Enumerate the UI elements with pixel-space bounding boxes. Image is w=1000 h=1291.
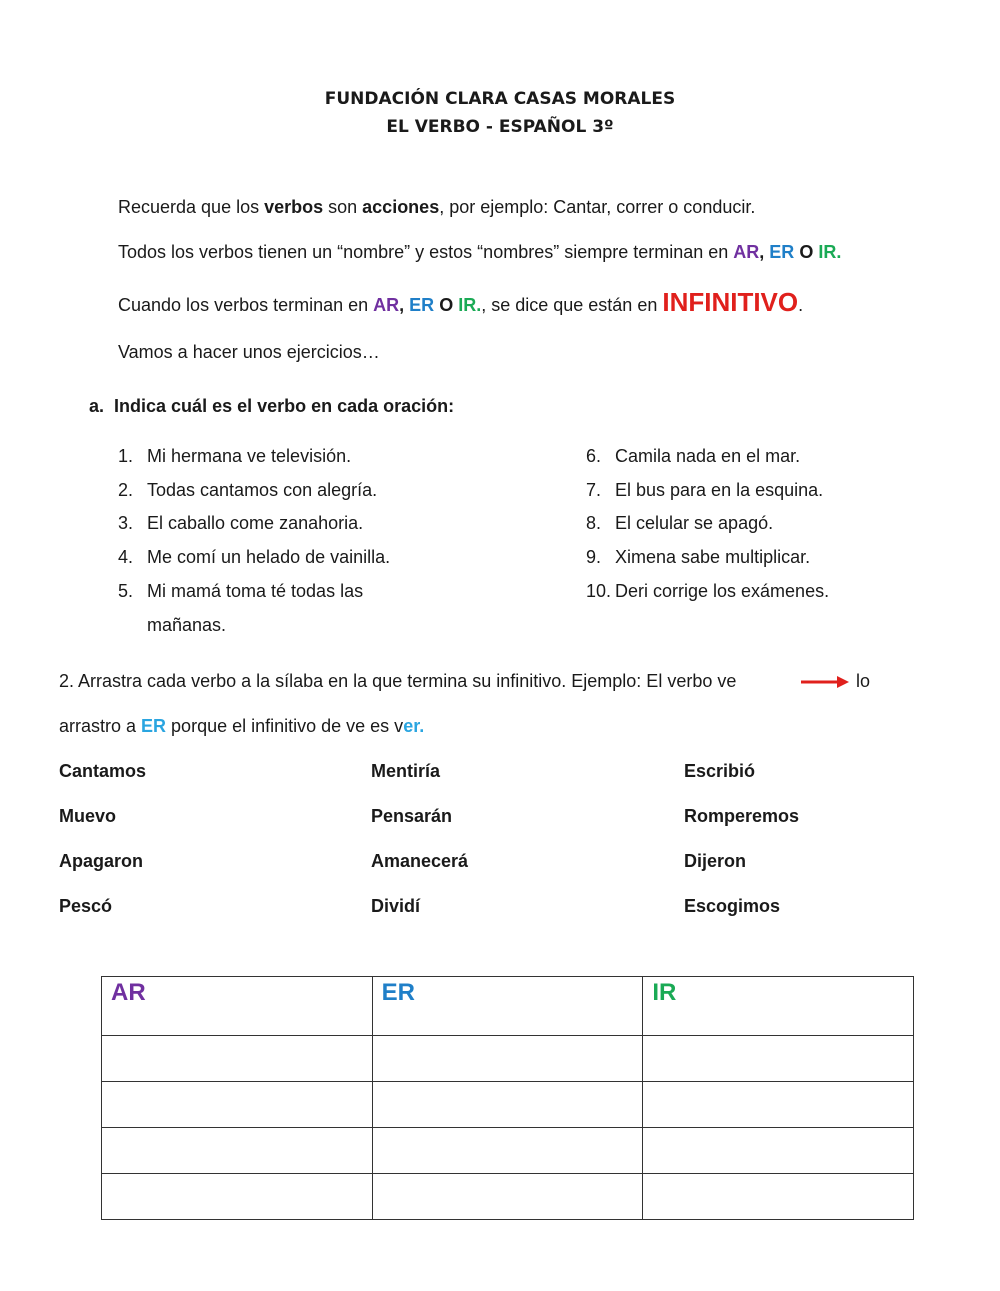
drop-zone-er[interactable] xyxy=(372,1082,643,1128)
verb-dividi[interactable]: Dividí xyxy=(371,896,421,916)
drop-zone-er[interactable] xyxy=(372,1174,643,1220)
drop-zone-ar[interactable] xyxy=(102,1174,373,1220)
list-item: 8. El celular se apagó. xyxy=(586,513,774,533)
classification-table xyxy=(101,976,914,1220)
drop-zone-ir[interactable] xyxy=(643,1174,914,1220)
drop-zone-ar[interactable] xyxy=(102,1128,373,1174)
document-title: FUNDACIÓN CLARA CASAS MORALES xyxy=(324,89,676,109)
verb-escogimos[interactable]: Escogimos xyxy=(684,896,781,916)
list-item: 9. Ximena sabe multiplicar. xyxy=(586,547,811,567)
verb-escribio[interactable]: Escribió xyxy=(684,761,756,781)
list-item: 10. Deri corrige los exámenes. xyxy=(586,581,830,601)
infinitivo-label: INFINITIVO xyxy=(662,287,799,317)
verb-pesco[interactable]: Pescó xyxy=(59,896,113,916)
table-header-ir: IR xyxy=(643,977,914,1036)
drop-zone-ar[interactable] xyxy=(102,1082,373,1128)
verb-mentiria[interactable]: Mentiría xyxy=(371,761,441,781)
list-item: 6. Camila nada en el mar. xyxy=(586,446,801,466)
verb-romperemos[interactable]: Romperemos xyxy=(684,806,800,826)
arrow-right-icon xyxy=(801,675,851,689)
list-item: 2. Todas cantamos con alegría. xyxy=(118,480,378,500)
drop-zone-ar[interactable] xyxy=(102,1036,373,1082)
verb-muevo[interactable]: Muevo xyxy=(59,806,117,826)
table-header-ar: AR xyxy=(102,977,373,1036)
table-header-er: ER xyxy=(372,977,643,1036)
drop-zone-ir[interactable] xyxy=(643,1128,914,1174)
verb-dijeron[interactable]: Dijeron xyxy=(684,851,747,871)
verb-apagaron[interactable]: Apagaron xyxy=(59,851,144,871)
section-2-instruction: 2. Arrastra cada verbo a la sílaba en la que termina su infinitivo. Ejemplo: El verbo ve xyxy=(59,671,737,691)
section-a-heading: a. Indica cuál es el verbo en cada oración: xyxy=(89,396,455,416)
drop-zone-er[interactable] xyxy=(372,1128,643,1174)
intro-paragraph-2: Todos los verbos tienen un “nombre” y estos “nombres” siempre terminan en AR, ER O IR. xyxy=(118,242,842,262)
section-2-instruction-end: lo xyxy=(856,671,871,691)
drop-zone-ir[interactable] xyxy=(643,1082,914,1128)
list-item: 3. El caballo come zanahoria. xyxy=(118,513,364,533)
verb-amanecera[interactable]: Amanecerá xyxy=(371,851,469,871)
verb-cantamos[interactable]: Cantamos xyxy=(59,761,147,781)
verb-pensaran[interactable]: Pensarán xyxy=(371,806,453,826)
drop-zone-ir[interactable] xyxy=(643,1036,914,1082)
intro-paragraph-1: Recuerda que los verbos son acciones, por ejemplo: Cantar, correr o conducir. xyxy=(118,197,756,217)
drop-zone-er[interactable] xyxy=(372,1036,643,1082)
intro-paragraph-3: Cuando los verbos terminan en AR, ER O IR., se dice que están en INFINITIVO. xyxy=(118,287,804,317)
intro-paragraph-4: Vamos a hacer unos ejercicios… xyxy=(118,342,380,362)
document-subtitle: EL VERBO - ESPAÑOL 3º xyxy=(386,117,614,137)
list-item-continuation: mañanas. xyxy=(147,615,227,635)
list-item: 7. El bus para en la esquina. xyxy=(586,480,824,500)
list-item: 1. Mi hermana ve televisión. xyxy=(118,446,352,466)
list-item: 5. Mi mamá toma té todas las xyxy=(118,581,364,601)
list-item: 4. Me comí un helado de vainilla. xyxy=(118,547,391,567)
section-2-example: arrastro a ER porque el infinitivo de ve es ver. xyxy=(59,716,425,736)
